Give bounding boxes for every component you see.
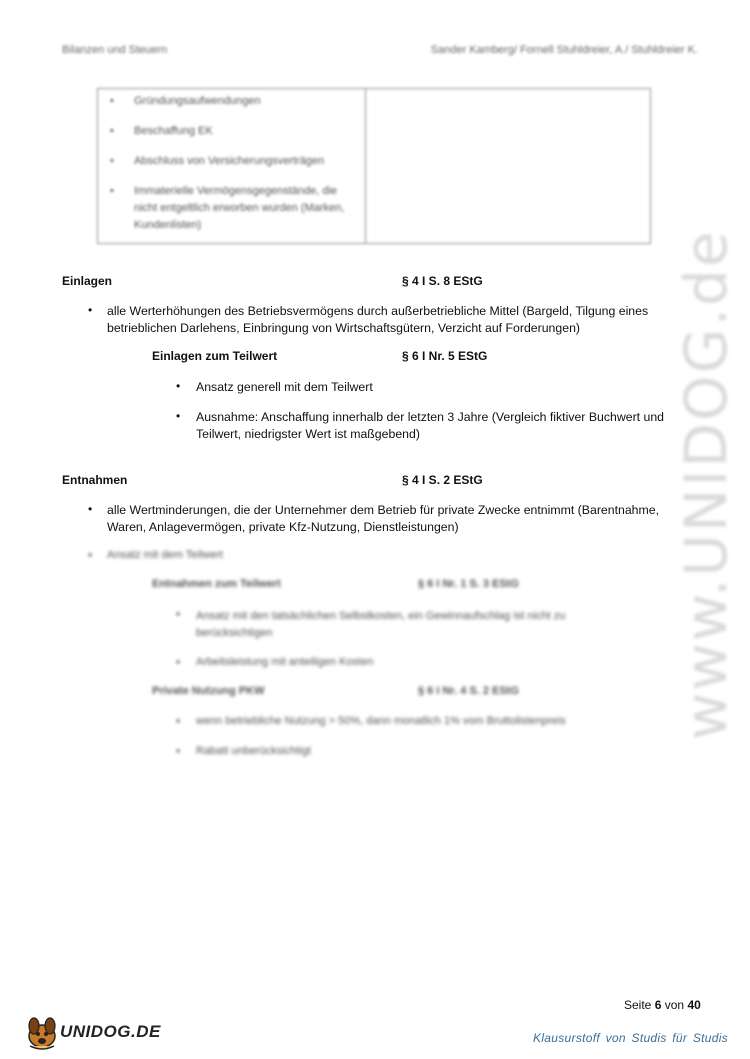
entnahmen-ref: § 4 I S. 2 EStG	[402, 473, 483, 487]
bullet-icon: •	[176, 607, 181, 621]
header-right: Sander Kamberg/ Fornell Stuhldreier, A./ Stuhldreier K.	[430, 44, 698, 56]
table-divider	[365, 89, 366, 243]
einlagen-bullet: alle Werterhöhungen des Betriebsvermögens durch außerbetriebliche Mittel (Bargeld, Tilgung eines betrieblichen Darlehens, Einbringung von Wirtschaftsgütern, Verzicht auf Forderungen)	[107, 304, 649, 335]
einlagen-title: Einlagen	[62, 274, 113, 288]
table-left-list	[110, 93, 350, 247]
list-item: • Gründungsaufwendungen	[110, 93, 350, 110]
einlagen-teilwert-title: Einlagen zum Teilwert	[152, 349, 278, 363]
logo-text: UNIDOG.DE	[60, 1022, 161, 1041]
bullet-icon: •	[176, 655, 181, 669]
einlagen-teilwert-item1: Ansatz generell mit dem Teilwert	[196, 380, 373, 394]
entnahmen-teilwert-ref: § 6 I Nr. 1 S. 3 EStG	[418, 578, 519, 590]
bullet-icon: •	[88, 303, 93, 317]
header-left: Bilanzen und Steuern	[62, 44, 168, 56]
bullet-icon: •	[176, 714, 181, 728]
pkw-item2: Rabatt unberücksichtigt	[196, 745, 311, 757]
einlagen-ref: § 4 I S. 8 EStG	[402, 274, 483, 288]
entnahmen-teilwert-title: Entnahmen zum Teilwert	[152, 578, 281, 590]
pkw-ref: § 6 I Nr. 4 S. 2 EStG	[418, 685, 519, 697]
einlagen-teilwert-item2: Ausnahme: Anschaffung innerhalb der letzten 3 Jahre (Vergleich fiktiver Buchwert und Teilwert, niedrigster Wert ist maßgebend)	[196, 410, 665, 441]
pkw-title: Private Nutzung PKW	[152, 685, 265, 697]
list-item: • Immaterielle Vermögensgegenstände, die nicht entgeltlich erworben wurden (Marken, Kundenlisten)	[110, 183, 350, 234]
entnahmen-teilwert-item2: Arbeitsleistung mit anteiligen Kosten	[196, 656, 374, 668]
entnahmen-title: Entnahmen	[62, 473, 128, 487]
page-number: Seite 6 von 40	[624, 998, 701, 1012]
list-item: • Abschluss von Versicherungsverträgen	[110, 153, 350, 170]
bullet-icon: •	[176, 744, 181, 758]
einlagen-teilwert-ref: § 6 I Nr. 5 EStG	[402, 349, 488, 363]
blurred-table	[97, 88, 651, 244]
footer-tagline: Klausurstoff von Studis für Studis	[533, 1031, 728, 1045]
bullet-icon: •	[176, 379, 181, 393]
list-item: • Beschaffung EK	[110, 123, 350, 140]
pkw-item1: wenn betriebliche Nutzung > 50%, dann monatlich 1% vom Bruttolistenpreis	[196, 715, 566, 727]
entnahmen-teilwert-item1: Ansatz mit den tatsächlichen Selbstkosten, ein Gewinnaufschlag ist nicht zu berücksichtigen	[196, 610, 566, 639]
watermark: www.UNIDOG.de	[672, 229, 740, 740]
bullet-icon: •	[88, 548, 93, 562]
bullet-icon: •	[176, 409, 181, 423]
bullet-icon: •	[88, 502, 93, 516]
entnahmen-bullet: alle Wertminderungen, die der Unternehmer dem Betrieb für private Zwecke entnimmt (Barentnahme, Waren, Anlagevermögen, private Kfz-Nutzung, Dienstleistungen)	[107, 503, 660, 534]
entnahmen-bullet2: Ansatz mit dem Teilwert	[107, 549, 223, 561]
